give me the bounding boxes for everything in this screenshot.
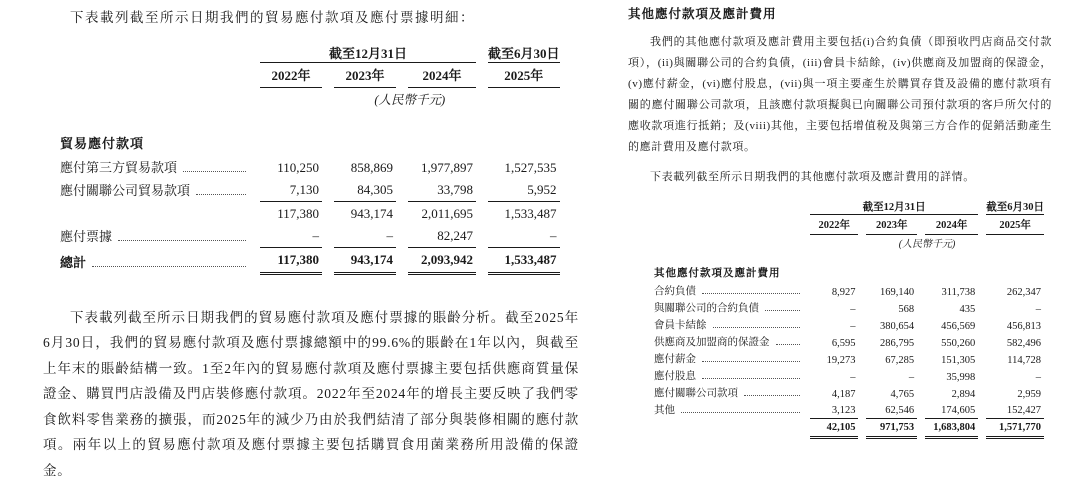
trade-payables-table [48, 42, 572, 275]
dot-leader [118, 240, 246, 241]
table-year-header-row [60, 63, 560, 88]
cell-value: 456,569 [941, 321, 976, 332]
total-label: 總計 [60, 254, 87, 270]
period-header-jun30: 截至6月30日 [986, 199, 1044, 215]
dot-leader [744, 395, 800, 396]
table-row [654, 283, 1044, 300]
total-value: 1,683,804 [925, 419, 978, 439]
cell-value: 35,998 [946, 372, 976, 383]
cell-value: 33,798 [408, 179, 476, 202]
col-header-2022: 2022年 [810, 215, 858, 235]
dot-leader [702, 378, 800, 379]
table-total-row [60, 248, 560, 275]
col-header-2022: 2022年 [260, 63, 322, 88]
cell-value: 380,654 [879, 321, 915, 332]
cell-value: 169,140 [879, 287, 915, 298]
table-row [60, 156, 560, 179]
table-period-header-row [654, 199, 1044, 215]
table-total-row [654, 419, 1044, 439]
cell-value: 2,959 [1017, 389, 1041, 400]
row-label: 應付第三方貿易款項 [60, 159, 178, 175]
cell-value: 435 [959, 304, 976, 315]
other-payables-paragraph: 我們的其他應付款項及應計費用主要包括(i)合約負債（即預收門店商品交付款項），(ii)與關聯公司的合約負債，(iii)會員卡結餘，(iv)供應商及加盟商的保證金，(v)應付薪金，(vi)應付股息，(vii)與一項主要產生於購買存貨及設備的應付款項有關的應付關聯公司款項，且該應付款項擬與已向關聯公司預付款項的客戶所欠付的應收款項進行抵銷；及(viii)其他，主要包括增值稅及與第三方合作的促銷活動產生的應計費用及應付款項。 [628, 36, 1052, 153]
cell-value: 1,527,535 [504, 159, 557, 175]
row-label: 合約負債 [654, 286, 696, 297]
dot-leader [196, 194, 246, 195]
col-header-2024: 2024年 [925, 215, 978, 235]
row-label: 其他 [654, 405, 675, 416]
cell-value: 174,605 [925, 402, 978, 419]
cell-value: 1,977,897 [421, 159, 473, 175]
dot-leader [765, 310, 800, 311]
cell-value: 568 [898, 304, 915, 315]
cell-value: 4,765 [890, 389, 915, 400]
cell-value: – [850, 321, 856, 332]
dot-leader [702, 293, 800, 294]
table-row [60, 179, 560, 202]
cell-value: – [488, 225, 560, 248]
table-row [654, 368, 1044, 385]
dot-leader [776, 344, 801, 345]
cell-value: 6,595 [831, 338, 856, 349]
row-label: 應付關聯公司貿易款項 [60, 182, 191, 198]
table-period-header-row [60, 42, 560, 63]
cell-value: 456,813 [1006, 321, 1041, 332]
section-label-other-payables: 其他應付款項及應計費用 [654, 268, 781, 279]
table-row [60, 225, 560, 248]
cell-value: 582,496 [1006, 338, 1041, 349]
cell-value: 3,123 [810, 402, 858, 419]
cell-value: 19,273 [826, 355, 856, 366]
cell-value: 286,795 [879, 338, 915, 349]
cell-value: 8,927 [831, 287, 856, 298]
table-row [654, 300, 1044, 317]
cell-value: 110,250 [277, 159, 319, 175]
cell-value: – [908, 372, 915, 383]
table-row [654, 385, 1044, 402]
cell-value: – [850, 372, 856, 383]
cell-value: 5,952 [488, 179, 560, 202]
cell-value: 1,533,487 [504, 205, 557, 221]
trade-payables-intro: 下表載列截至所示日期我們的貿易應付款項及應付票據明細： [70, 10, 475, 25]
total-value: 117,380 [260, 248, 322, 275]
currency-unit-label: (人民幣千元) [374, 92, 446, 107]
other-payables-table [646, 199, 1052, 439]
cell-value: 2,011,695 [421, 205, 473, 221]
table-section-row [60, 130, 560, 156]
period-header-jun30: 截至6月30日 [488, 42, 560, 63]
right-page-column [628, 4, 1052, 439]
dot-leader [681, 412, 800, 413]
dot-leader [702, 361, 800, 362]
row-label: 應付股息 [654, 371, 696, 382]
cell-value: 84,305 [334, 179, 396, 202]
currency-unit-label: (人民幣千元) [898, 239, 956, 250]
cell-value: 262,347 [1006, 287, 1041, 298]
cell-value: 943,174 [350, 205, 393, 221]
dot-leader [183, 171, 246, 172]
cell-value: 2,894 [951, 389, 976, 400]
cell-value: 858,869 [350, 159, 393, 175]
cell-value: 151,305 [941, 355, 976, 366]
table-row [654, 402, 1044, 419]
col-header-2025: 2025年 [488, 63, 560, 88]
cell-value: 62,546 [866, 402, 917, 419]
cell-value: 117,380 [277, 205, 319, 221]
cell-value: – [334, 225, 396, 248]
left-page-column [43, 8, 579, 483]
table-year-header-row [654, 215, 1044, 235]
col-header-2025: 2025年 [986, 215, 1044, 235]
total-value: 1,533,487 [488, 248, 560, 275]
cell-value: 67,285 [885, 355, 915, 366]
cell-value: 550,260 [941, 338, 976, 349]
dot-leader [713, 327, 801, 328]
total-value: 42,105 [810, 419, 858, 439]
cell-value: – [1035, 304, 1041, 315]
other-payables-table-intro: 下表載列截至所示日期我們的其他應付款項及應計費用的詳情。 [650, 171, 975, 183]
cell-value: 4,187 [831, 389, 856, 400]
total-value: 971,753 [866, 419, 917, 439]
row-label: 供應商及加盟商的保證金 [654, 337, 770, 348]
aging-analysis-paragraph: 下表載列截至所示日期我們的貿易應付款項及應付票據的賬齡分析。截至2025年6月30日，我們的貿易應付款項及應付票據總額中的99.6%的賬齡在1年以內，與截至上年末的賬齡結構一致。1至2年內的貿易應付款項及應付票據主要包括供應商質量保證金、購買門店設備及門店裝修應付款項。2022年至2024年的增長主要反映了我們零食飲料零售業務的擴張，而2025年的減少乃由於我們結清了部分與裝修相關的應付款項。兩年以上的貿易應付款項及應付票據主要包括購買食用菌業務所用設備的保證金。 [43, 309, 579, 478]
total-value: 1,571,770 [986, 419, 1044, 439]
row-label: 應付薪金 [654, 354, 696, 365]
col-header-2023: 2023年 [334, 63, 396, 88]
col-header-2024: 2024年 [408, 63, 476, 88]
cell-value: – [1035, 372, 1041, 383]
other-payables-heading: 其他應付款項及應計費用 [628, 7, 777, 21]
period-header-dec31: 截至12月31日 [810, 199, 978, 215]
table-row [654, 334, 1044, 351]
row-label: 與關聯公司的合約負債 [654, 303, 759, 314]
section-label-trade-payables: 貿易應付款項 [60, 135, 145, 151]
table-row [654, 351, 1044, 368]
cell-value: 82,247 [408, 225, 476, 248]
row-label: 應付關聯公司款項 [654, 388, 738, 399]
total-value: 943,174 [334, 248, 396, 275]
cell-value: 311,738 [941, 287, 976, 298]
cell-value: 7,130 [260, 179, 322, 202]
table-subtotal-row [60, 202, 560, 225]
table-row [654, 317, 1044, 334]
cell-value: 114,728 [1007, 355, 1041, 366]
dot-leader [92, 266, 246, 267]
total-value: 2,093,942 [408, 248, 476, 275]
cell-value: 152,427 [986, 402, 1044, 419]
table-unit-row [654, 235, 1044, 253]
col-header-2023: 2023年 [866, 215, 917, 235]
row-label: 會員卡結餘 [654, 320, 707, 331]
table-unit-row [60, 88, 560, 114]
cell-value: – [850, 304, 856, 315]
row-label: 應付票據 [60, 228, 113, 244]
table-section-row [654, 263, 1044, 283]
period-header-dec31: 截至12月31日 [260, 42, 476, 63]
cell-value: – [260, 225, 322, 248]
